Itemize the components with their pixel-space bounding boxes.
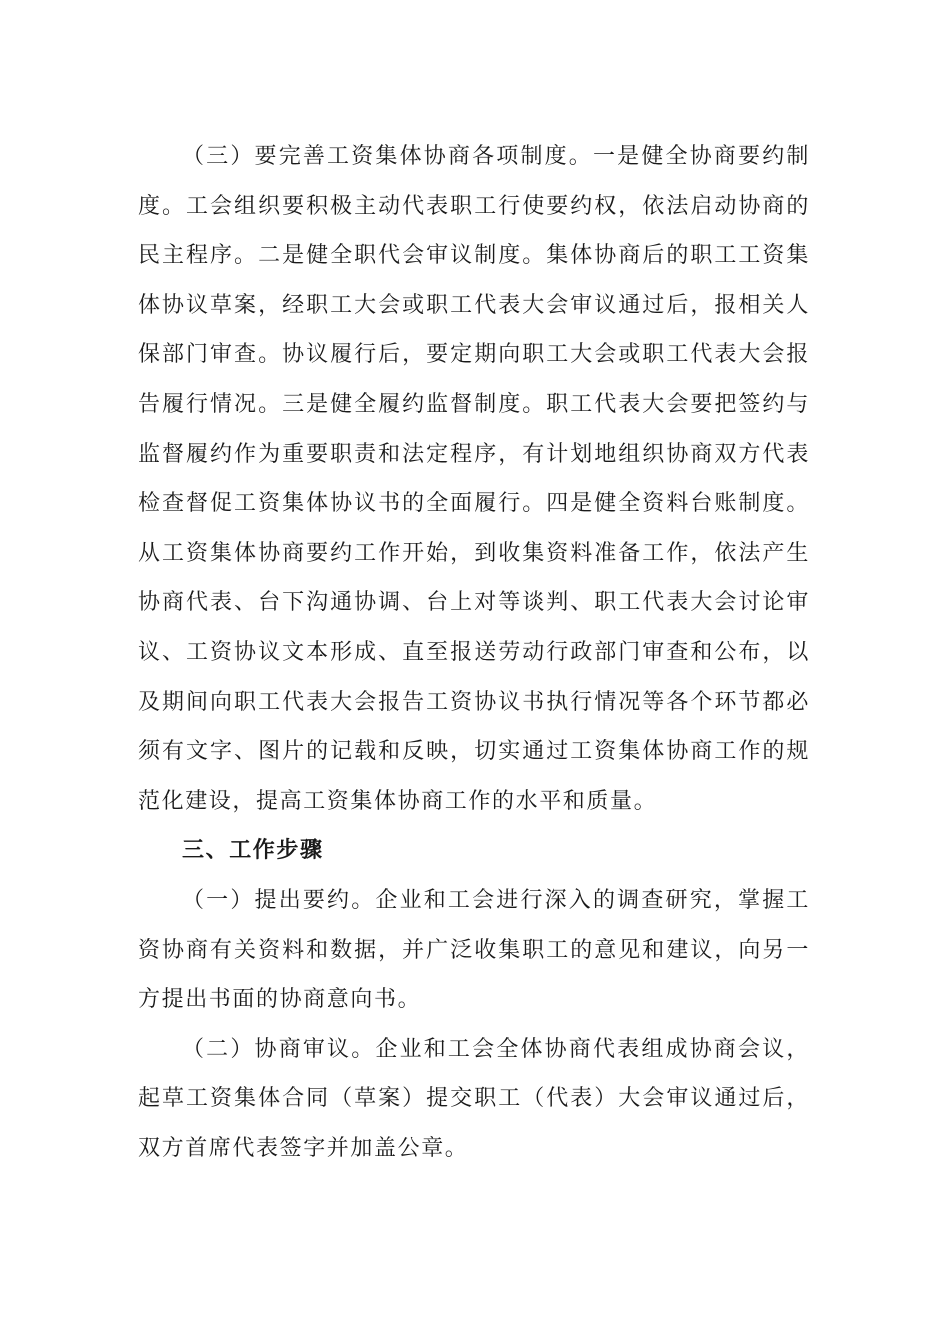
paragraph-step-negotiation-review: （二）协商审议。企业和工会全体协商代表组成协商会议，起草工资集体合同（草案）提交职工（代表）大会审议通过后，双方首席代表签字并加盖公章。 bbox=[138, 1036, 810, 1161]
document-page bbox=[138, 132, 810, 1173]
paragraph-improve-wage-negotiation-systems: （三）要完善工资集体协商各项制度。一是健全协商要约制度。工会组织要积极主动代表职工行使要约权，依法启动协商的民主程序。二是健全职代会审议制度。集体协商后的职工工资集体协议草案，经职工大会或职工代表大会审议通过后，报相关人保部门审查。协议履行后，要定期向职工大会或职工代表大会报告履行情况。三是健全履约监督制度。职工代表大会要把签约与监督履约作为重要职责和法定程序，有计划地组织协商双方代表检查督促工资集体协议书的全面履行。四是健全资料台账制度。从工资集体协商要约工作开始，到收集资料准备工作，依法产生协商代表、台下沟通协调、台上对等谈判、职工代表大会讨论审议、工资协议文本形成、直至报送劳动行政部门审查和公布，以及期间向职工代表大会报告工资协议书执行情况等各个环节都必须有文字、图片的记载和反映，切实通过工资集体协商工作的规范化建设，提高工资集体协商工作的水平和质量。 bbox=[138, 144, 810, 814]
paragraph-step-propose-offer: （一）提出要约。企业和工会进行深入的调查研究，掌握工资协商有关资料和数据，并广泛收集职工的意见和建议，向另一方提出书面的协商意向书。 bbox=[138, 887, 810, 1013]
section-heading-work-steps: 三、工作步骤 bbox=[182, 838, 324, 864]
